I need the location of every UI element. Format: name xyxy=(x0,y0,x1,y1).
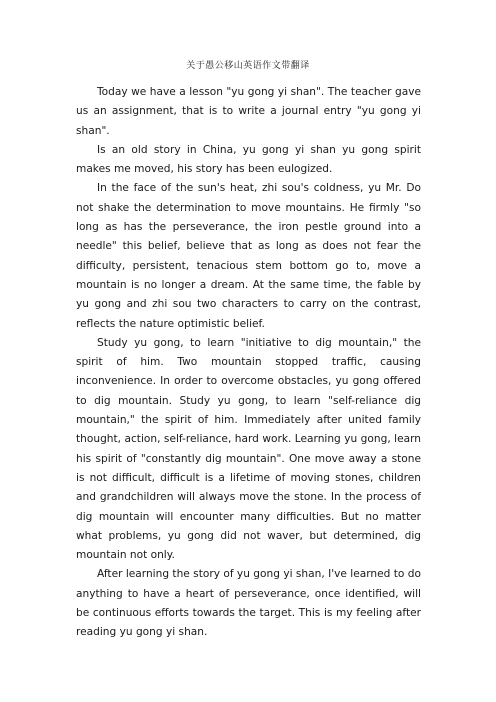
paragraph: Study yu gong, to learn "initiative to dig mountain," the spirit of him. Two mountain stopped traffic, causing inconvenience. In order to overcome obstacles, yu gong offered to dig mountain. Study yu gong, to learn "self-reliance dig mountain," the spirit of him. Immediately after united family thought, action, self-reliance, hard work. Learning yu gong, learn his spirit of "constantly dig mountain". One move away a stone is not difficult, difficult is a lifetime of moving stones, children and grandchildren will always move the stone. In the process of dig mountain will encounter many difficulties. But no matter what problems, yu gong did not waver, but determined, dig mountain not only. xyxy=(76,336,421,562)
document-body xyxy=(76,83,421,643)
paragraph: In the face of the sun's heat, zhi sou's coldness, yu Mr. Do not shake the determination to move mountains. He firmly "so long as has the perseverance, the iron pestle ground into a needle" this belief, believe that as long as does not fear the difficulty, persistent, tenacious stem bottom go to, move a mountain is no longer a dream. At the same time, the fable by yu gong and zhi sou two characters to carry on the contrast, reflects the nature optimistic belief. xyxy=(76,182,421,330)
document-title: 关于愚公移山英语作文带翻译 xyxy=(186,61,310,71)
paragraph: Is an old story in China, yu gong yi shan yu gong spirit makes me moved, his story has been eulogized. xyxy=(76,143,421,176)
paragraph: Today we have a lesson "yu gong yi shan". The teacher gave us an assignment, that is to write a journal entry "yu gong yi shan". xyxy=(76,86,421,137)
paragraph: After learning the story of yu gong yi shan, I've learned to do anything to have a heart of perseverance, once identified, will be continuous efforts towards the target. This is my feeling after reading yu gong yi shan. xyxy=(76,568,421,639)
